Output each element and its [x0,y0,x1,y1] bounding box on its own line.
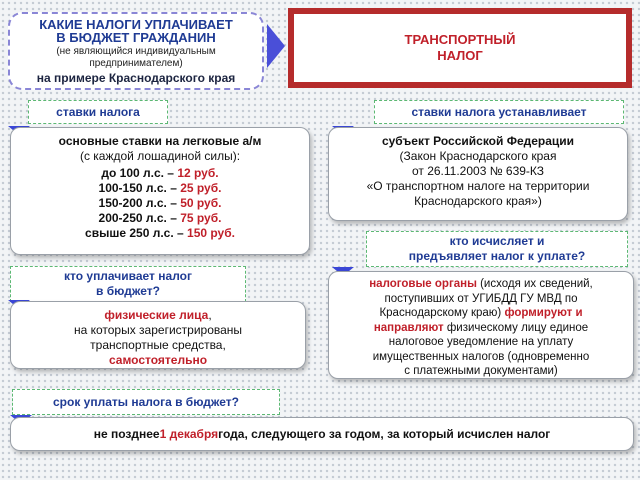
establisher-line1: субъект Российской Федерации [381,134,575,148]
establisher-box [328,127,628,221]
header-title-line1: КАКИЕ НАЛОГИ УПЛАЧИВАЕТ [39,17,233,32]
tax-name-line1: ТРАНСПОРТНЫЙ [404,32,516,47]
calculator-p3-red: формируют и [504,307,583,319]
establisher-line3: от 26.11.2003 № 639-КЗ [411,164,545,178]
calculator-p2: поступивших от УГИБДД ГУ МВД по [384,292,578,305]
header-box [8,12,264,90]
establisher-line2: (Закон Краснодарского края [399,149,557,163]
calculator-p5: налоговое уведомление на уплату [388,336,574,348]
establisher-line5: Краснодарского края») [414,194,542,208]
tax-name-line2: НАЛОГ [437,48,483,63]
establisher-label [374,100,624,124]
deadline-text-start: не позднее [93,426,160,441]
rates-intro-line2: (с каждой лошадиной силы): [79,149,241,163]
deadline-label [12,389,280,415]
establisher-label-text: ставки налога устанавливает [411,104,587,119]
payer-label [10,266,246,302]
payer-line1-red: физические лица [104,308,209,322]
header-subtitle-line1: (не являющийся индивидуальным [56,46,216,57]
calculator-p4-red: направляют [373,321,444,334]
payer-line3: транспортные средства, [90,338,226,352]
header-subtitle-line2: предпринимателем) [89,58,183,69]
payer-line4-red: самостоятельно [108,353,208,367]
payer-label-line2: в бюджет? [96,284,160,298]
rates-box [10,127,310,255]
rates-label-text: ставки налога [56,104,140,119]
payer-line1-rest: , [208,308,212,322]
calculator-p3-start: Краснодарскому краю) [379,307,505,319]
calculator-p1-red: налоговые органы [369,278,477,290]
calculator-p6: имущественных налогов (одновременно [372,350,590,363]
calculator-label [366,231,628,267]
header-title-line2: В БЮДЖЕТ ГРАЖДАНИН [56,30,216,45]
rate-item: 150-200 л.с. – 50 руб. [98,196,222,210]
rates-intro-line1: основные ставки на легковые а/м [58,134,262,148]
calculator-p1-rest: (исходя их сведений, [476,278,593,290]
rate-item: до 100 л.с. – 12 руб. [101,166,219,180]
deadline-box [10,417,634,451]
deadline-label-text: срок уплаты налога в бюджет? [53,394,239,409]
deadline-text-red: 1 декабря [159,426,219,441]
rate-item: 200-250 л.с. – 75 руб. [98,211,222,225]
rate-item: свыше 250 л.с. – 150 руб. [85,226,235,240]
deadline-text-end: года, следующего за годом, за который исчислен налог [218,426,551,441]
header-example: на примере Краснодарского края [36,71,236,85]
tax-name-frame [288,8,632,88]
payer-box [10,301,306,369]
rate-item: 100-150 л.с. – 25 руб. [98,181,222,195]
establisher-line4: «О транспортном налоге на территории [366,179,590,193]
payer-label-line1: кто уплачивает налог [64,269,192,283]
rates-label [28,100,168,124]
calculator-p7: с платежными документами) [404,365,558,377]
calculator-box [328,271,634,379]
rates-list [11,166,309,241]
calculator-label-line2: предъявляет налог к уплате? [408,249,586,263]
tax-name-box [294,14,626,82]
calculator-p4-rest: физическому лицу единое [443,321,589,334]
payer-line2: на которых зарегистрированы [73,323,243,337]
calculator-label-line1: кто исчисляет и [449,234,545,248]
right-arrow-icon [267,24,285,68]
